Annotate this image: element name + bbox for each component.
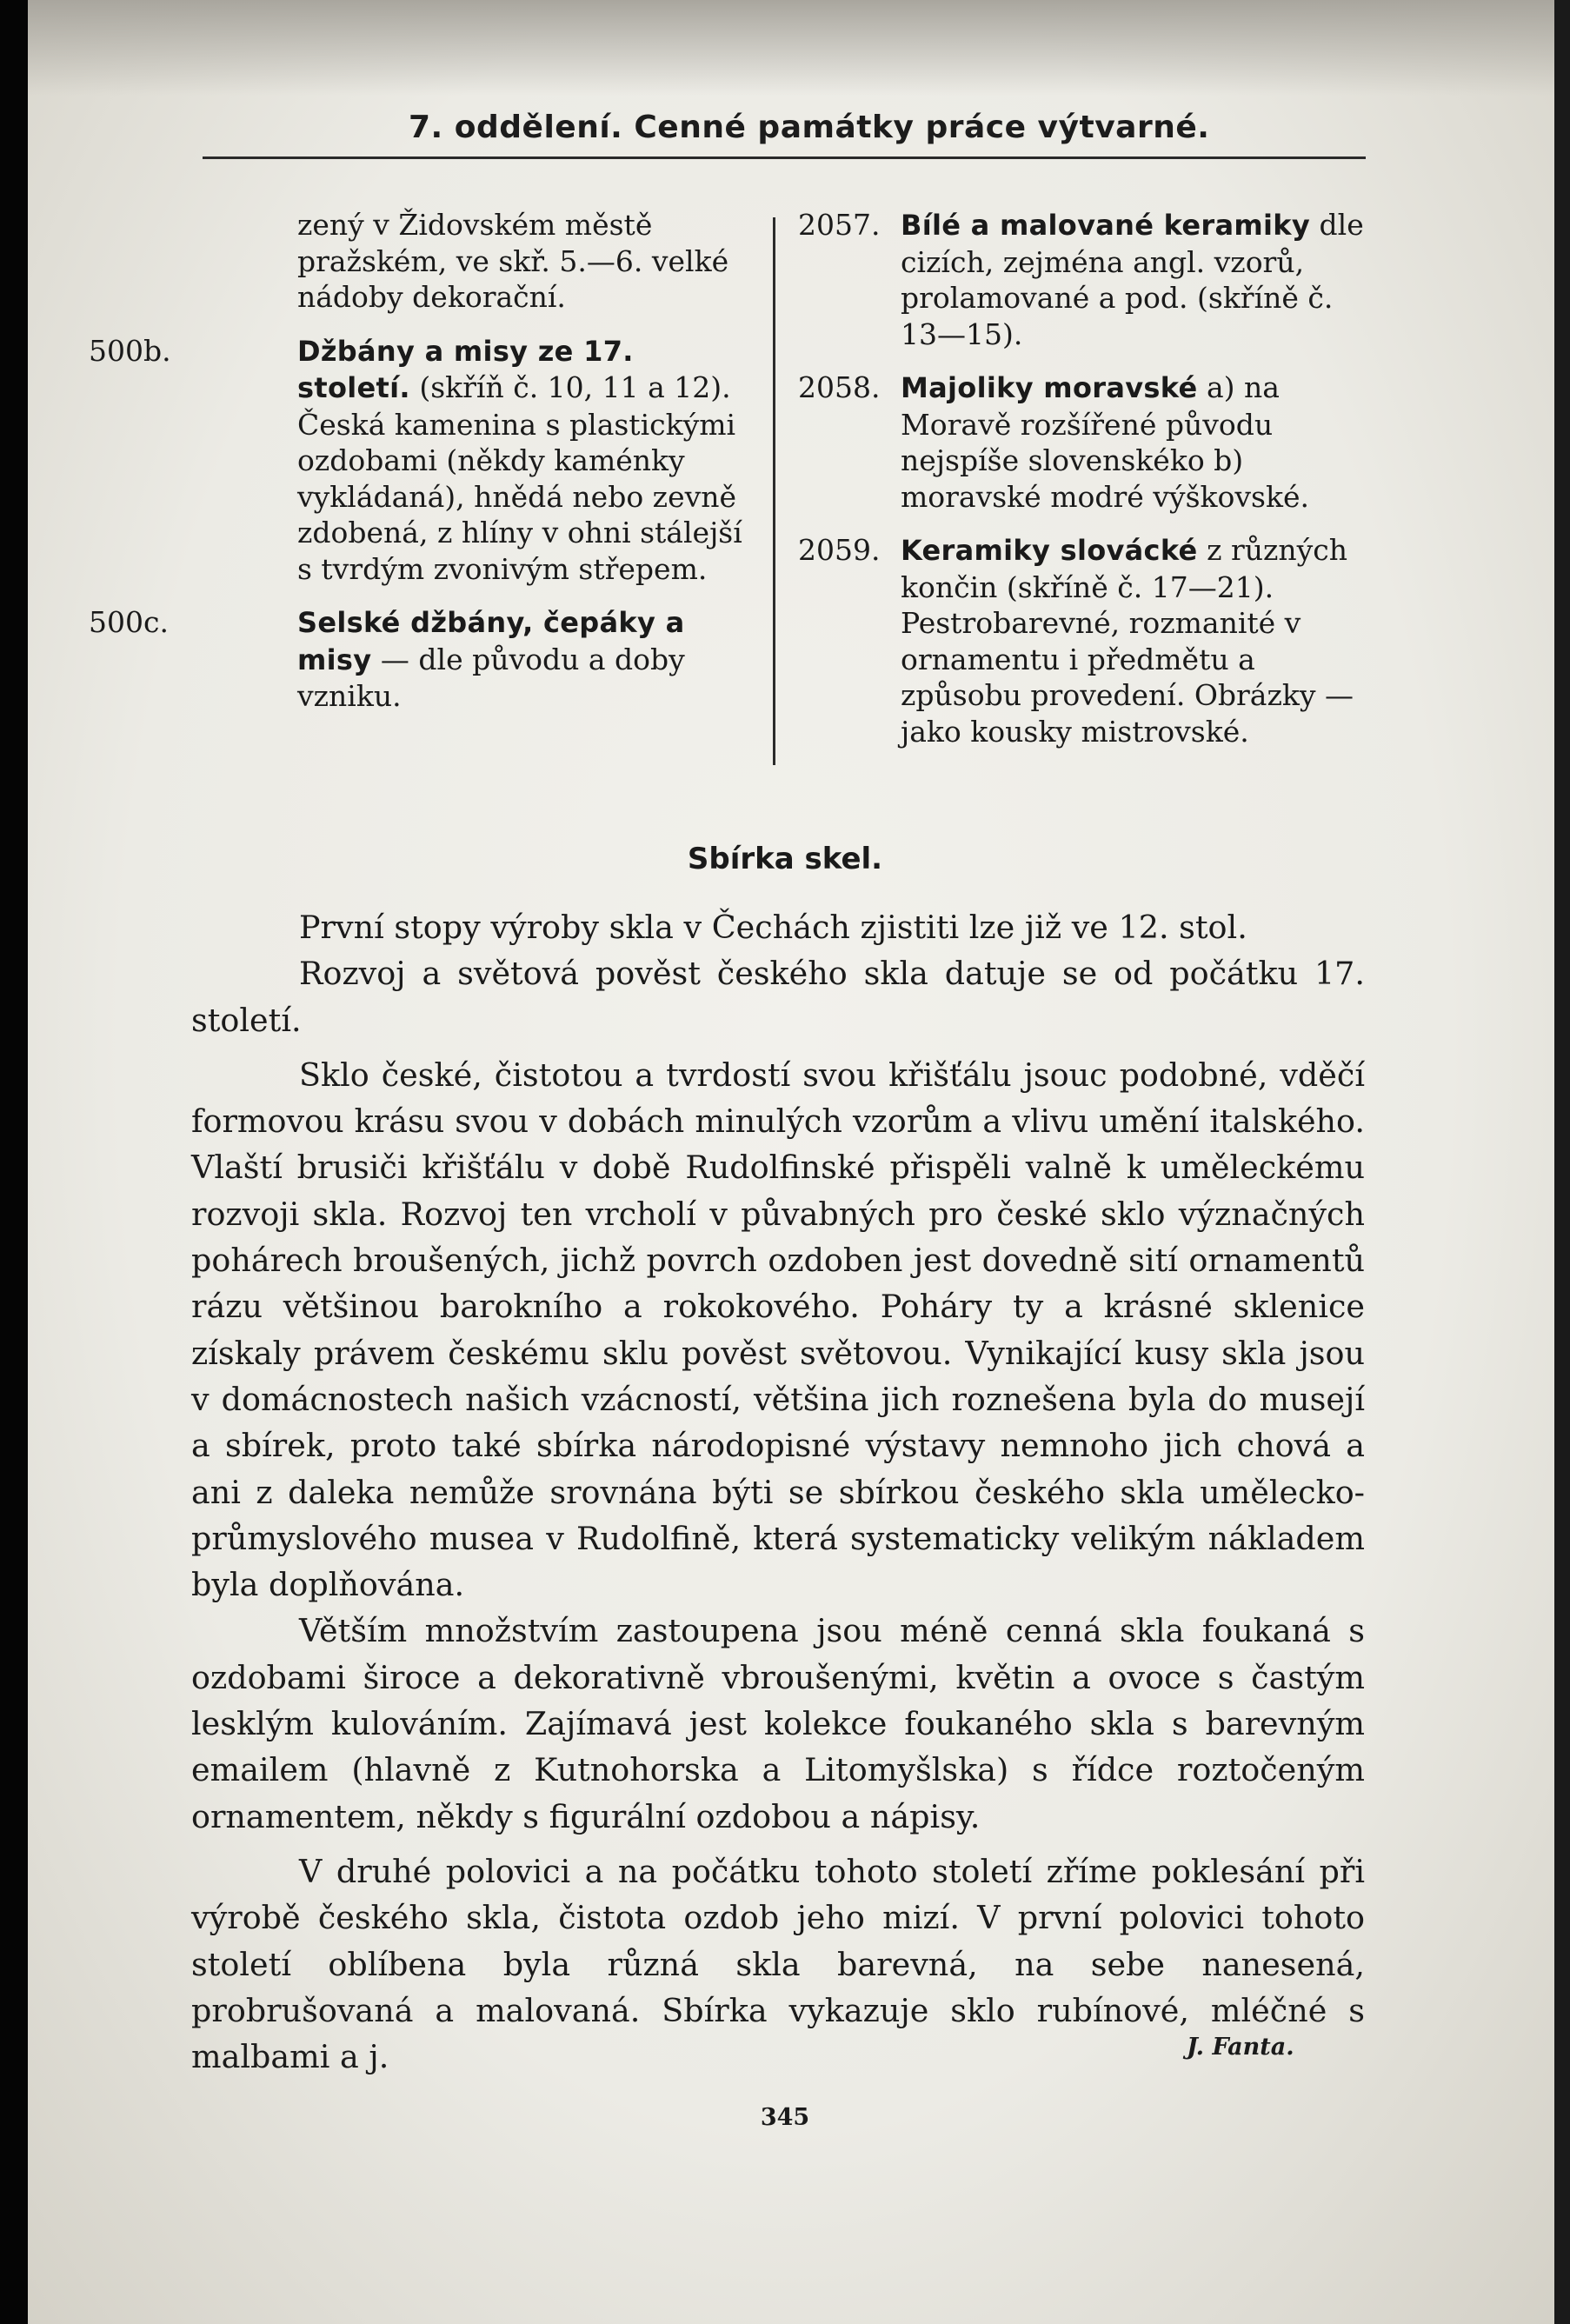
entry-text: z různých končin (skříně č. 17—21). Pestrobarevné, rozmanité v ornamentu i předmětu a způsobu provedení. Obrázky — jako kousky mistrovské. xyxy=(901,533,1354,749)
left-column xyxy=(89,207,749,732)
entry-title: Bílé a malované keramiky xyxy=(901,209,1311,242)
entry-number: 2057. xyxy=(798,208,881,242)
paragraph: V druhé polovici a na počátku tohoto století zříme poklesání při výrobě českého skla, čistota ozdob jeho mizí. V první polovici tohoto století oblíbena byla různá skla barevná, na sebe nanesená, probrušovaná a malovaná. Sbírka vykazuje sklo rubínové, mléčné s malbami a j. xyxy=(191,1852,1365,2076)
catalog-entry xyxy=(798,370,1367,515)
entry-number: 2059. xyxy=(798,533,881,567)
catalog-entry xyxy=(89,333,749,588)
entry-text: — dle původu a doby vzniku. xyxy=(297,642,685,713)
paragraph: Rozvoj a světová pověst českého skla datuje se od počátku 17. století. xyxy=(191,955,1365,1039)
paragraph: Větším množstvím zastoupena jsou méně cenná skla foukaná s ozdobami široce a dekorativně vbroušenými, květin a ovoce s častým lesklým kulováním. Zajímavá jest kolekce foukaného skla s barevným emailem (hlavně z Kutnohorska a Litomyšlska) s řídce roztočeným ornamentem, někdy s figurální ozdobou a nápisy. xyxy=(191,1612,1365,1835)
entry-title: Džbány a misy ze 17. století. xyxy=(297,334,634,404)
catalog-entry xyxy=(798,207,1367,352)
body-text xyxy=(191,904,1365,2080)
section-title: Sbírka skel. xyxy=(687,842,883,876)
page-number: 345 xyxy=(760,2104,810,2131)
paragraph: Sklo české, čistotou a tvrdostí svou křišťálu jsouc podobné, vděčí formovou krásu svou v dobách minulých vzorům a vlivu umění italského. Vlaští brusiči křišťálu v době Rudolfinské přispěli valně k uměleckému rozvoji skla. Rozvoj ten vrcholí v půvabných pro české sklo význačných pohárech broušených, jichž povrch ozdoben jest dovedně sití ornamentů rázu většinou barokního a rokokového. Poháry ty a krásné sklenice získaly právem českému sklu pověst světovou. Vynikající kusy skla jsou v domácnostech našich vzácností, většina jich roznešena byla do musejí a sbírek, proto také sbírka národopisné výstavy nemnoho jich chová a ani z daleka nemůže srovnána býti se sbírkou českého skla umělecko-průmyslového musea v Rudolfině, která systematicky velikým nákladem byla doplňována. xyxy=(191,1055,1365,1604)
scan-shadow xyxy=(28,0,1554,96)
paragraph: První stopy výroby skla v Čechách zjistiti lze již ve 12. stol. xyxy=(299,909,1247,946)
entry-title: Keramiky slovácké xyxy=(901,534,1198,567)
entry-number: 500c. xyxy=(89,605,169,639)
column-divider xyxy=(773,217,775,765)
catalog-entry xyxy=(798,532,1367,749)
right-column xyxy=(798,207,1367,767)
author-signature: J. Fanta. xyxy=(1187,2034,1294,2061)
entry-title: Majoliky moravské xyxy=(901,371,1198,404)
entry-title: Selské džbány, čepáky a misy xyxy=(297,606,685,676)
entry-number: 2058. xyxy=(798,370,881,404)
entry-number: 500b. xyxy=(89,333,171,368)
continuation-text: zený v Židovském městě pražském, ve skř. 5.—6. velké nádoby dekorační. xyxy=(297,208,729,314)
page-edge xyxy=(1554,0,1570,2324)
entry-text: (skříň č. 10, 11 a 12). Česká kamenina s plastickými ozdobami (někdy kaménky vykládaná), hnědá nebo zevně zdobená, z hlíny v ohni stálejší s tvrdým zvonivým střepem. xyxy=(297,370,742,586)
entry-text: a) na Moravě rozšířené původu nejspíše slovenskéko b) moravské modré výškovské. xyxy=(901,370,1309,514)
header-rule xyxy=(203,156,1366,159)
catalog-entry xyxy=(89,604,749,715)
entry-text: dle cizích, zejména angl. vzorů, prolamované a pod. (skříně č. 13—15). xyxy=(901,208,1364,351)
running-head: 7. oddělení. Cenné památky práce výtvarné. xyxy=(409,110,1210,145)
binding-edge xyxy=(0,0,28,2324)
